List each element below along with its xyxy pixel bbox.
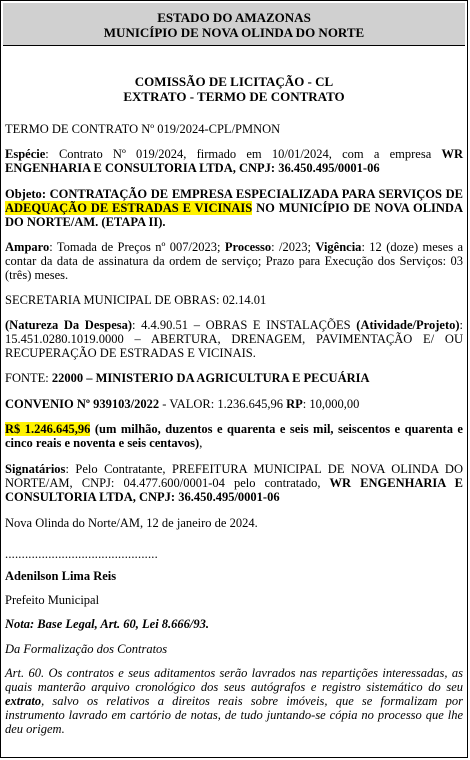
especie-paragraph (5, 147, 463, 175)
objeto-pre: : CONTRATAÇÃO DE EMPRESA ESPECIALIZADA PARA SERVIÇOS DE (41, 187, 463, 201)
valor-paragraph (5, 422, 463, 450)
especie-label: Espécie (5, 147, 46, 161)
natureza-label: (Natureza Da Despesa) (5, 318, 133, 332)
document-title (5, 74, 463, 104)
fonte-label: FONTE: (5, 371, 52, 385)
title-extract: EXTRATO - TERMO DE CONTRATO (123, 89, 345, 104)
signatarios-text: : Pelo Contratante, PREFEITURA MUNICIPAL DE NOVA OLINDA DO NORTE/AM, CNPJ: 04.477.600/0001-04 pelo contratado, (5, 462, 463, 490)
fonte-line (5, 371, 463, 385)
document-body (1, 74, 467, 736)
amparo-text: : Tomada de Preços nº 007/2023; (49, 240, 225, 254)
valor-tail: , (199, 436, 203, 450)
header-state: ESTADO DO AMAZONAS (157, 10, 311, 25)
local-date: Nova Olinda do Norte/AM, 12 de janeiro de 2024. (5, 516, 258, 530)
secretaria-line: SECRETARIA MUNICIPAL DE OBRAS: 02.14.01 (5, 293, 267, 307)
atividade-text: : 15.451.0280.1019.0000 – ABERTURA, DRENAGEM, PAVIMENTAÇÃO E/ OU RECUPERAÇÃO DE ESTRADAS E VICINAIS. (5, 318, 463, 360)
signature-line: .............................................. (5, 547, 158, 561)
legal-note: Nota: Base Legal, Art. 60, Lei 8.666/93. (5, 617, 210, 631)
fonte-value: 22000 – MINISTERIO DA AGRICULTURA E PECUÁRIA (51, 371, 370, 385)
document-header (3, 3, 465, 46)
header-municipality: MUNICÍPIO DE NOVA OLINDA DO NORTE (103, 25, 365, 40)
signatarios-company: WR ENGENHARIA E CONSULTORIA LTDA, CNPJ: 36.450.495/0001-06 (5, 476, 464, 504)
vigencia-label: Vigência (315, 240, 362, 254)
signer-name: Adenilson Lima Reis (5, 569, 117, 583)
especie-text: : Contrato Nº 019/2024, firmado em 10/01/2024, com a empresa (45, 147, 442, 161)
title-commission: COMISSÃO DE LICITAÇÃO - CL (134, 74, 334, 89)
article-paragraph (5, 666, 463, 736)
objeto-label: Objeto (5, 187, 42, 201)
amparo-label: Amparo (5, 240, 50, 254)
convenio-value: - VALOR: 1.236.645,96 (159, 397, 287, 411)
vigencia-text: : 12 (doze) meses a contar da data de assinatura da ordem de serviço; Prazo para Execução dos Serviços: 03 (três) meses. (5, 240, 464, 282)
natureza-paragraph (5, 318, 463, 360)
convenio-line (5, 397, 463, 411)
rp-label: RP (286, 397, 303, 411)
signer-role: Prefeito Municipal (5, 593, 100, 607)
atividade-label: (Atividade/Projeto) (356, 318, 460, 332)
processo-label: Processo (224, 240, 272, 254)
article-bold: extrato (5, 694, 42, 708)
signatarios-paragraph (5, 462, 463, 504)
convenio-number: CONVENIO Nº 939103/2022 (5, 397, 160, 411)
contract-number: TERMO DE CONTRATO Nº 019/2024-CPL/PMNON (5, 122, 281, 136)
valor-extenso: (um milhão, duzentos e quarenta e seis mil, seiscentos e quarenta e cinco reais e noventa e seis centavos) (5, 422, 463, 450)
natureza-text: : 4.4.90.51 – OBRAS E INSTALAÇÕES (132, 318, 357, 332)
objeto-post: NO MUNICÍPIO DE NOVA OLINDA DO NORTE/AM. (ETAPA II). (5, 201, 463, 229)
formalization-heading: Da Formalização dos Contratos (5, 642, 168, 656)
rp-value: : 10,000,00 (302, 397, 360, 411)
especie-company: WR ENGENHARIA E CONSULTORIA LTDA, CNPJ: 36.450.495/0001-06 (5, 147, 463, 175)
signatarios-label: Signatários (5, 462, 66, 476)
article-pre: Art. 60. Os contratos e seus aditamentos serão lavrados nas repartições interessadas, as quais manterão arquivo cronológico dos seus autógrafos e registro sistemático do seu (5, 666, 463, 694)
valor-highlight: R$ 1.246.645,96 (5, 422, 91, 436)
processo-text: : /2023; (271, 240, 316, 254)
article-post: , salvo os relativos a direitos reais sobre imóveis, que se formalizam por instrumento lavrado em cartório de notas, de tudo juntando-se cópia no processo que lhe deu origem. (5, 694, 463, 736)
objeto-paragraph (5, 187, 463, 229)
amparo-paragraph (5, 240, 463, 282)
objeto-highlight: ADEQUAÇÃO DE ESTRADAS E VICINAIS (5, 201, 253, 215)
